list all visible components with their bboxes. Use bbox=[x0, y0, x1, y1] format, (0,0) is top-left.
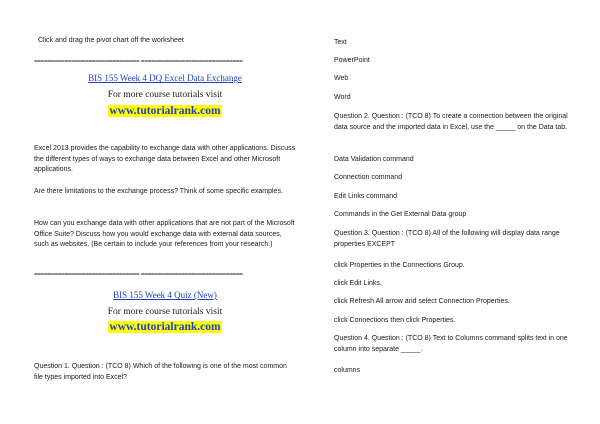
site-link-text[interactable]: www.tutorialrank.com bbox=[109, 321, 221, 333]
dq-title-link[interactable] bbox=[34, 73, 296, 85]
quiz-title-text[interactable]: BIS 155 Week 4 Quiz (New) bbox=[113, 290, 217, 300]
visit-text: For more course tutorials visit bbox=[107, 307, 223, 317]
question-4: Question 4. Question : (TCO 8) Text to Columns command splits text in one column into separate _____. bbox=[334, 335, 568, 353]
answer-option: Word bbox=[334, 94, 351, 101]
separator: =============================== ============================== bbox=[34, 271, 243, 278]
answer-option: Commands in the Get External Data group bbox=[334, 211, 467, 218]
separator: =============================== ============================== bbox=[34, 58, 243, 65]
visit-text: For more course tutorials visit bbox=[107, 90, 223, 100]
dq-paragraph-2: Are there limitations to the exchange process? Think of some specific examples. bbox=[34, 188, 283, 195]
answer-option: click Refresh All arrow and select Connection Properties. bbox=[334, 298, 510, 305]
site-link[interactable] bbox=[34, 322, 296, 334]
answer-option: click Edit Links. bbox=[334, 280, 382, 287]
answer-option: Text bbox=[334, 39, 347, 46]
answer-option: Data Validation command bbox=[334, 156, 414, 163]
question-2: Question 2. Question : (TCO 8) To create a connection between the original data source and the imported data in Excel, use the _____ on the Data tab. bbox=[334, 113, 568, 131]
site-link[interactable] bbox=[34, 106, 296, 118]
answer-option: PowerPoint bbox=[334, 57, 370, 64]
question-3: Question 3. Question : (TCO 8) All of the following will display data range properties EXCEPT bbox=[334, 230, 560, 248]
dq-paragraph-3: How can you exchange data with other applications that are not part of the Microsoft Office Suite? Discuss how you would exchange data with external data sources, such as websites. (Be certain to include your references from your research.) bbox=[34, 220, 295, 249]
answer-option: Connection command bbox=[334, 174, 403, 181]
dq-paragraph-1: Excel 2013 provides the capability to exchange data with other applications. Discuss the different types of ways to exchange data between Excel and other Microsoft applications. bbox=[34, 145, 296, 174]
question-1: Question 1. Question : (TCO 8) Which of the following is one of the most common file types imported into Excel? bbox=[34, 363, 287, 381]
dq-title-text[interactable]: BIS 155 Week 4 DQ Excel Data Exchange bbox=[88, 73, 242, 83]
answer-option: click Connections then click Properties. bbox=[334, 317, 456, 324]
answer-option: Web bbox=[334, 75, 349, 82]
answer-option: Edit Links command bbox=[334, 193, 398, 200]
quiz-title-link[interactable] bbox=[34, 290, 296, 302]
intro-line: Click and drag the pivot chart off the worksheet bbox=[38, 37, 184, 44]
site-link-text[interactable]: www.tutorialrank.com bbox=[109, 105, 221, 117]
answer-option: click Properties in the Connections Group. bbox=[334, 262, 465, 269]
answer-option: columns bbox=[334, 367, 361, 374]
